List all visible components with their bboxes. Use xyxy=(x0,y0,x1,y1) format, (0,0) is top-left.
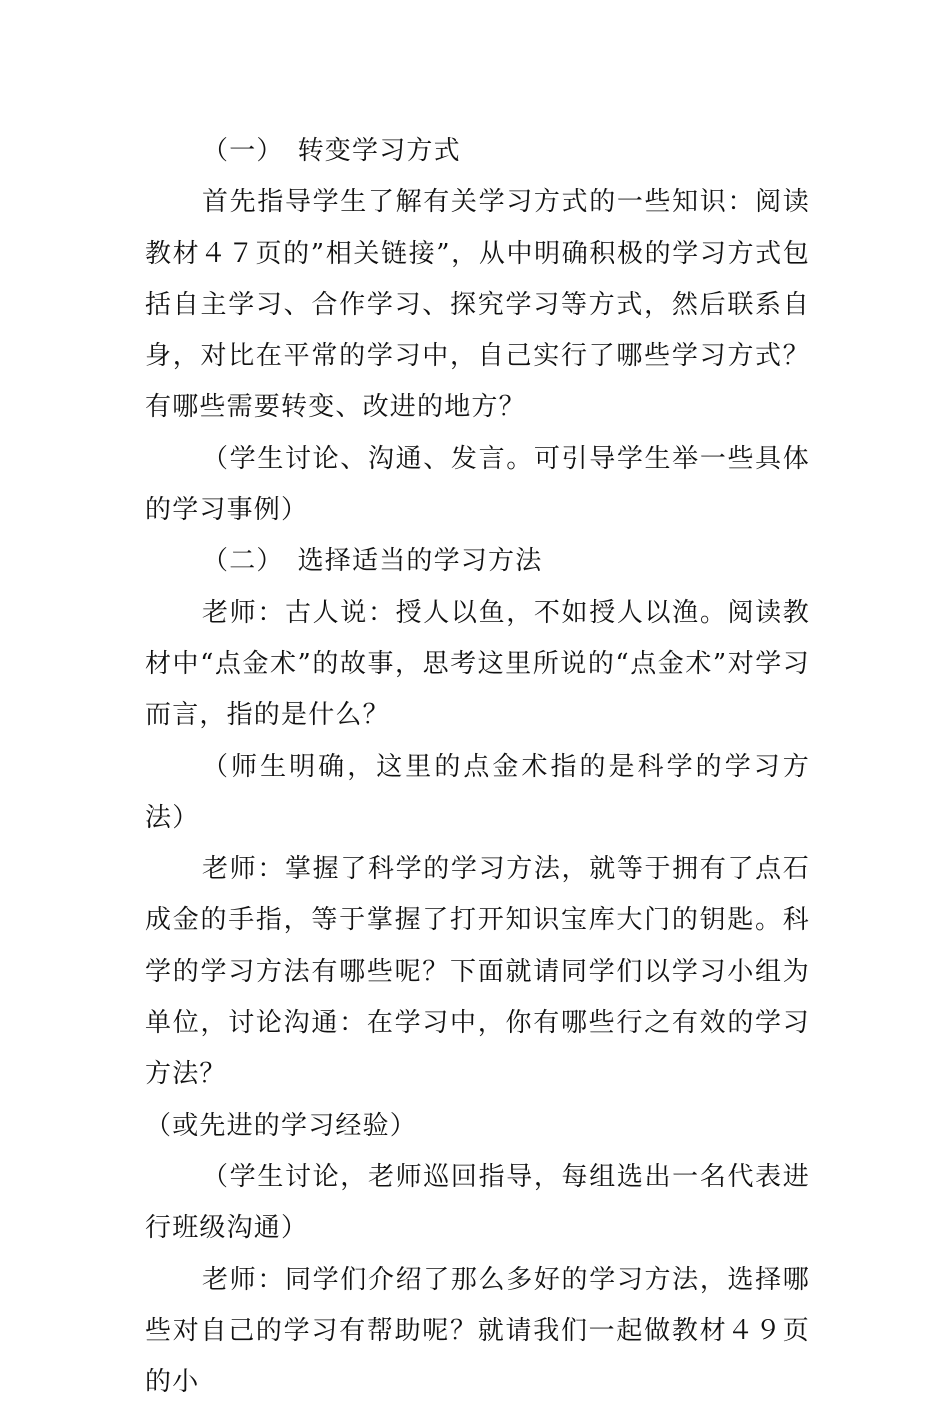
section-heading-2 xyxy=(145,536,810,587)
paragraph: （师生明确，这里的点金术指的是科学的学习方法） xyxy=(145,751,810,833)
paragraph: 首先指导学生了解有关学习方式的一些知识：阅读教材４７页的”相关链接”，从中明确积极的学习方式包括自主学习、合作学习、探究学习等方式，然后联系自身，对比在平常的学习中，自己实行了哪些学习方式？有哪些需要转变、改进的地方？ xyxy=(145,187,810,423)
section-title: 选择适当的学习方法 xyxy=(297,546,543,577)
paragraph: （或先进的学习经验） xyxy=(145,1110,418,1141)
paragraph: （学生讨论、沟通、发言。可引导学生举一些具体的学习事例） xyxy=(145,443,810,526)
paragraph: （学生讨论，老师巡回指导，每组选出一名代表进行班级沟通） xyxy=(145,1161,810,1244)
section-title: 转变学习方式 xyxy=(297,136,461,166)
section-heading-1 xyxy=(145,126,810,177)
document-body xyxy=(145,126,810,1408)
section-number: （一） xyxy=(202,136,284,166)
section-number: （二） xyxy=(202,546,284,577)
paragraph: 老师：同学们介绍了那么多好的学习方法，选择哪些对自己的学习有帮助呢？就请我们一起做教材４９页的小 xyxy=(145,1264,810,1398)
paragraph: 老师：古人说：授人以鱼，不如授人以渔。阅读教材中“点金术”的故事，思考这里所说的“点金术”对学习而言，指的是什么？ xyxy=(145,597,810,731)
paragraph: 老师：掌握了科学的学习方法，就等于拥有了点石成金的手指，等于掌握了打开知识宝库大门的钥匙。科学的学习方法有哪些呢？下面就请同学们以学习小组为单位，讨论沟通：在学习中，你有哪些行之有效的学习方法？ xyxy=(145,854,810,1090)
